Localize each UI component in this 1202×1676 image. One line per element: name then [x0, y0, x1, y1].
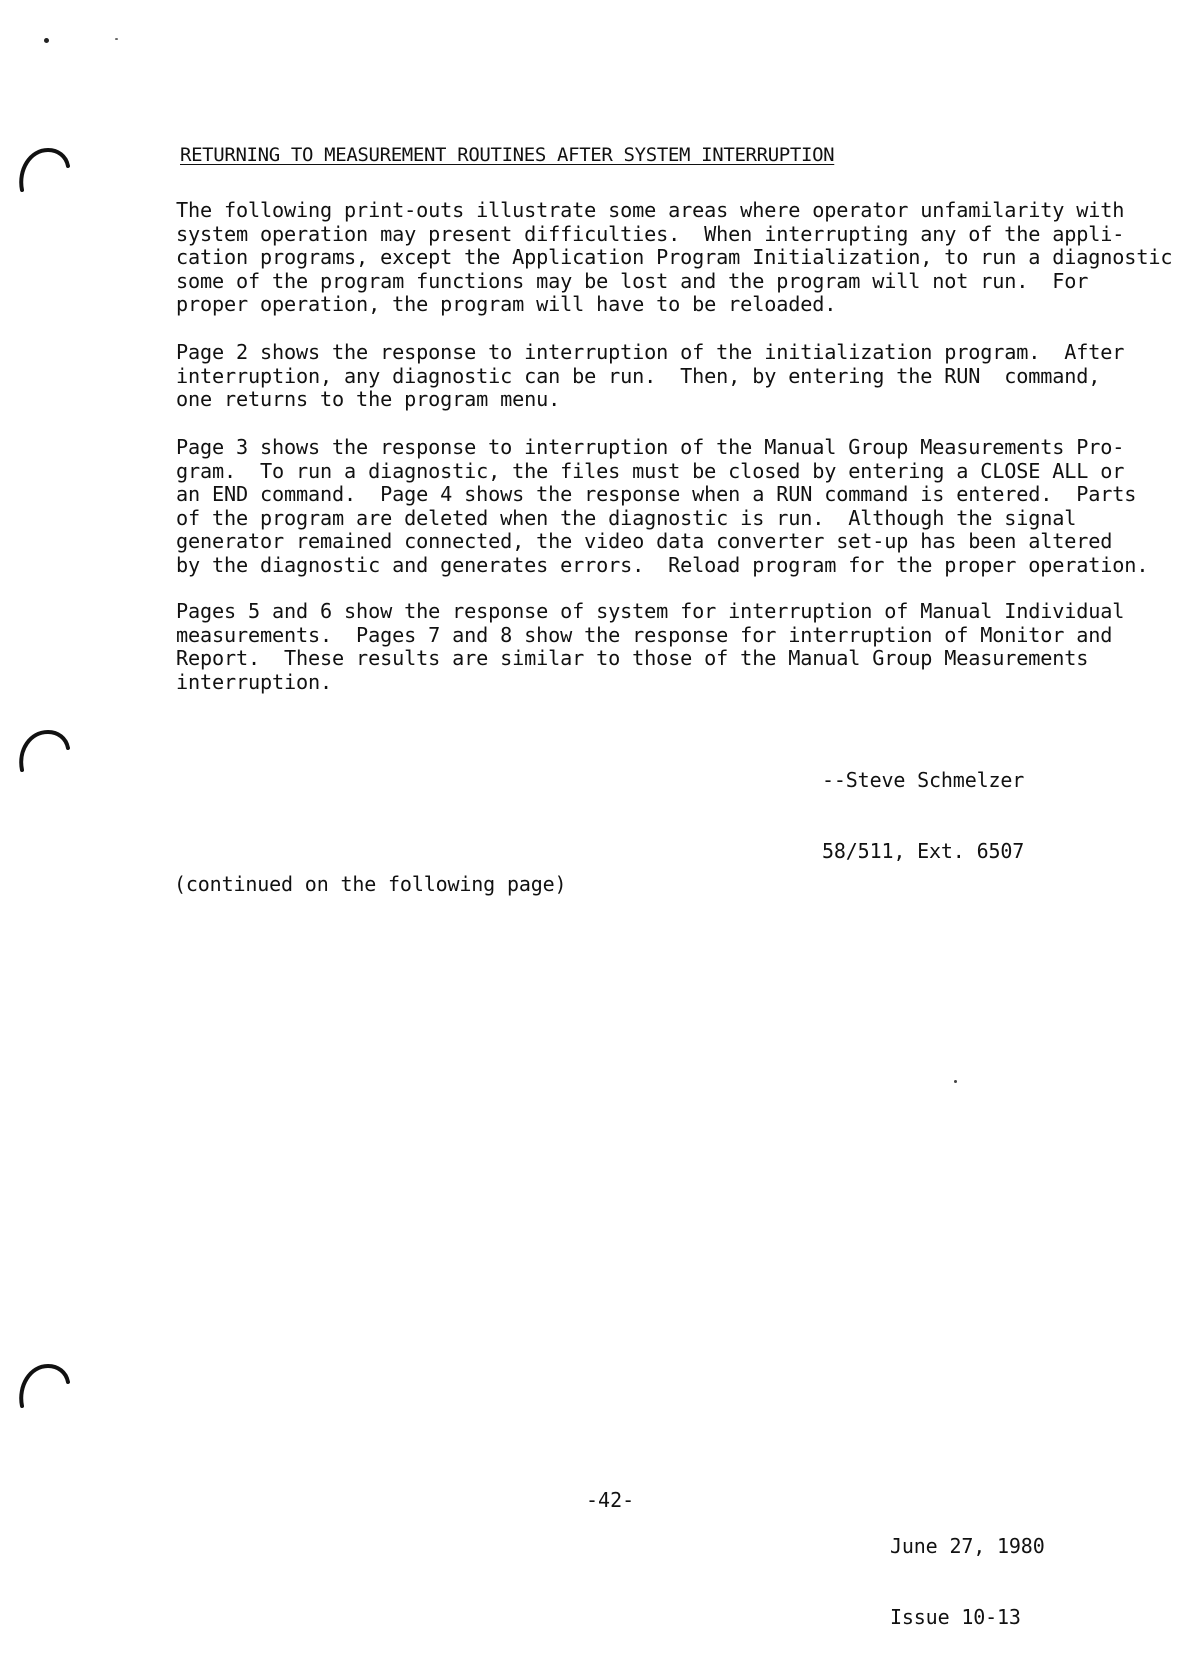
binder-hole-arc-icon: [16, 1362, 70, 1408]
paragraph-line: proper operation, the program will have to be reloaded.: [176, 292, 837, 316]
paragraph-line: Page 2 shows the response to interruption of the initialization program. After: [176, 340, 1125, 364]
binder-hole-arc-icon: [16, 728, 70, 774]
footer-issue: Issue 10-13: [890, 1604, 1021, 1629]
author-location: 58/511, Ext. 6507: [822, 838, 1025, 863]
paragraph-line: generator remained connected, the video data converter set-up has been altered: [176, 529, 1113, 553]
paragraph-line: system operation may present difficulties. When interrupting any of the appli-: [176, 221, 1125, 246]
paragraph-line: of the program are deleted when the diagnostic is run. Although the signal: [176, 505, 1077, 530]
paragraph-line: interruption.: [176, 669, 333, 694]
paragraph-line: an END command. Page 4 shows the response when a RUN command is entered. Parts: [176, 482, 1137, 506]
continued-note: (continued on the following page): [174, 872, 567, 896]
paragraph-line: The following print-outs illustrate some areas where operator unfamilarity with: [176, 198, 1125, 222]
page-number: -42-: [586, 1488, 635, 1512]
paragraph-line: one returns to the program menu.: [176, 387, 561, 411]
paragraph-line: measurements. Pages 7 and 8 show the response for interruption of Monitor and: [176, 622, 1113, 647]
paragraph-line: Page 3 shows the response to interruption of the Manual Group Measurements Pro-: [176, 435, 1125, 459]
author-name: --Steve Schmelzer: [822, 768, 1025, 792]
speck-mark: [44, 38, 49, 43]
author-signature-block: [822, 722, 1024, 910]
paragraph-line: Report. These results are similar to those of the Manual Group Measurements: [176, 646, 1089, 670]
footer-date-block: [890, 1488, 1045, 1676]
paragraph-line: gram. To run a diagnostic, the files must be closed by entering a CLOSE ALL or: [176, 458, 1125, 483]
paragraph-page-3: [176, 435, 1149, 577]
binder-hole-arc-icon: [16, 146, 70, 192]
paragraph-pages-5-8: [176, 600, 1146, 694]
paragraph-page-2: [176, 341, 1146, 412]
paragraph-intro: [176, 198, 1173, 317]
speck-mark: [954, 1080, 957, 1083]
speck-mark: [115, 38, 118, 40]
footer-date: June 27, 1980: [890, 1534, 1045, 1558]
paragraph-line: interruption, any diagnostic can be run. Then, by entering the RUN command,: [176, 363, 1101, 388]
paragraph-line: Pages 5 and 6 show the response of system for interruption of Manual Individual: [176, 599, 1125, 623]
paragraph-line: cation programs, except the Application Program Initialization, to run a diagnostic: [176, 245, 1173, 269]
paragraph-line: some of the program functions may be lost and the program will not run. For: [176, 268, 1089, 293]
paragraph-line: by the diagnostic and generates errors. Reload program for the proper operation.: [176, 552, 1149, 577]
document-heading: RETURNING TO MEASUREMENT ROUTINES AFTER SYSTEM INTERRUPTION: [180, 144, 835, 166]
